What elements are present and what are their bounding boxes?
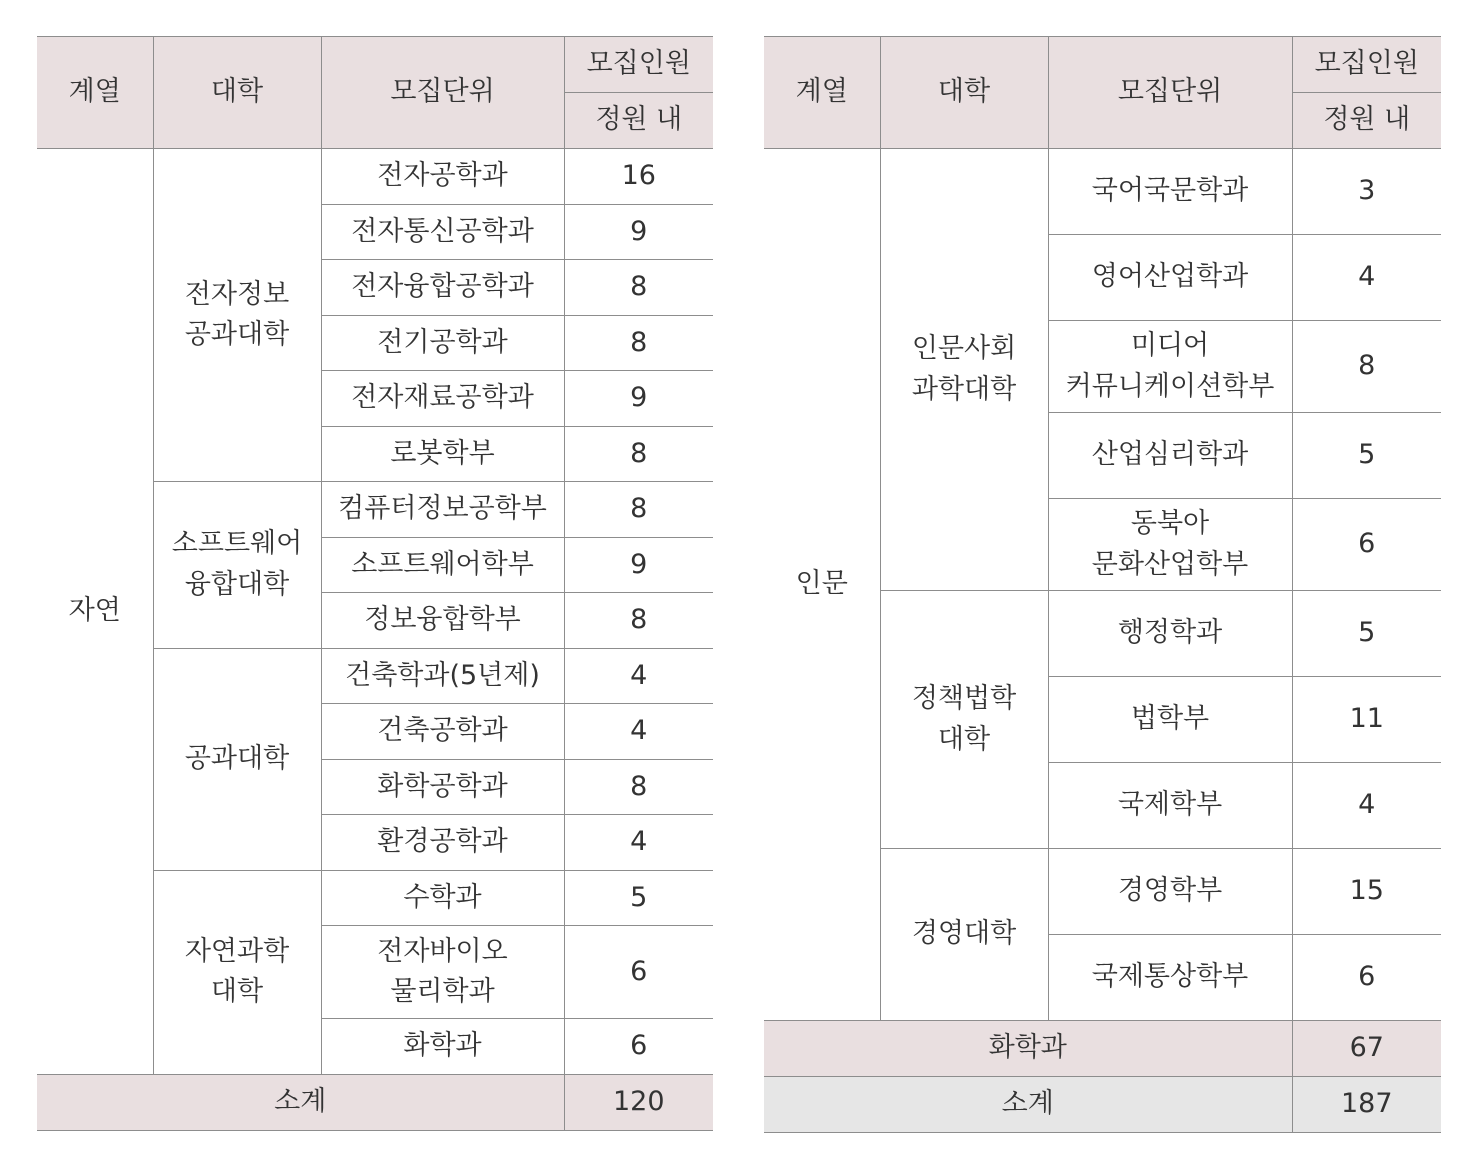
- subtotal-value: 187: [1292, 1077, 1441, 1133]
- unit-cell: 로봇학부: [321, 426, 564, 482]
- subtotal-label: 소계: [764, 1077, 1292, 1133]
- unit-cell: 전자공학과: [321, 149, 564, 205]
- unit-cell: 동북아 문화산업학부: [1048, 499, 1292, 591]
- unit-cell: 전자바이오 물리학과: [321, 926, 564, 1019]
- unit-cell: 국제통상학부: [1048, 935, 1292, 1021]
- count-cell: 6: [1292, 499, 1441, 591]
- count-cell: 6: [1292, 935, 1441, 1021]
- count-cell: 5: [1292, 413, 1441, 499]
- category-cell: 인문: [764, 149, 880, 1021]
- count-cell: 4: [564, 704, 713, 760]
- unit-cell: 화학공학과: [321, 759, 564, 815]
- count-cell: 4: [564, 815, 713, 871]
- college-cell: 자연과학 대학: [153, 870, 321, 1074]
- right-admissions-table: [764, 36, 1441, 1133]
- header-quota-within: 정원 내: [564, 93, 713, 149]
- unit-cell: 전기공학과: [321, 315, 564, 371]
- college-cell: 정책법학 대학: [880, 591, 1048, 849]
- unit-cell: 산업심리학과: [1048, 413, 1292, 499]
- unit-cell: 건축학과(5년제): [321, 648, 564, 704]
- count-cell: 8: [1292, 321, 1441, 413]
- count-cell: 3: [1292, 149, 1441, 235]
- header-category: 계열: [37, 37, 153, 149]
- count-cell: 4: [564, 648, 713, 704]
- row-total-label: 화학과: [764, 1021, 1292, 1077]
- college-cell: 전자정보 공과대학: [153, 149, 321, 482]
- unit-cell: 건축공학과: [321, 704, 564, 760]
- count-cell: 16: [564, 149, 713, 205]
- subtotal-label: 소계: [37, 1074, 564, 1130]
- count-cell: 9: [564, 371, 713, 427]
- unit-cell: 컴퓨터정보공학부: [321, 482, 564, 538]
- unit-cell: 전자융합공학과: [321, 260, 564, 316]
- unit-cell: 전자통신공학과: [321, 204, 564, 260]
- row-total-value: 67: [1292, 1021, 1441, 1077]
- subtotal-value: 120: [564, 1074, 713, 1130]
- count-cell: 8: [564, 315, 713, 371]
- college-cell: 공과대학: [153, 648, 321, 870]
- count-cell: 8: [564, 759, 713, 815]
- unit-cell: 행정학과: [1048, 591, 1292, 677]
- count-cell: 6: [564, 1019, 713, 1075]
- category-cell: 자연: [37, 149, 153, 1075]
- count-cell: 5: [1292, 591, 1441, 677]
- header-unit: 모집단위: [1048, 37, 1292, 149]
- unit-cell: 소프트웨어학부: [321, 537, 564, 593]
- unit-cell: 수학과: [321, 870, 564, 926]
- count-cell: 9: [564, 537, 713, 593]
- count-cell: 8: [564, 482, 713, 538]
- unit-cell: 국제학부: [1048, 763, 1292, 849]
- count-cell: 8: [564, 426, 713, 482]
- header-category: 계열: [764, 37, 880, 149]
- count-cell: 15: [1292, 849, 1441, 935]
- count-cell: 4: [1292, 763, 1441, 849]
- header-quota: 모집인원: [564, 37, 713, 93]
- count-cell: 8: [564, 260, 713, 316]
- header-college: 대학: [153, 37, 321, 149]
- count-cell: 6: [564, 926, 713, 1019]
- unit-cell: 전자재료공학과: [321, 371, 564, 427]
- college-cell: 경영대학: [880, 849, 1048, 1021]
- unit-cell: 화학과: [321, 1019, 564, 1075]
- unit-cell: 환경공학과: [321, 815, 564, 871]
- unit-cell: 정보융합학부: [321, 593, 564, 649]
- unit-cell: 미디어 커뮤니케이션학부: [1048, 321, 1292, 413]
- unit-cell: 영어산업학과: [1048, 235, 1292, 321]
- unit-cell: 경영학부: [1048, 849, 1292, 935]
- college-cell: 소프트웨어 융합대학: [153, 482, 321, 649]
- count-cell: 5: [564, 870, 713, 926]
- count-cell: 8: [564, 593, 713, 649]
- count-cell: 4: [1292, 235, 1441, 321]
- count-cell: 9: [564, 204, 713, 260]
- header-quota-within: 정원 내: [1292, 93, 1441, 149]
- header-unit: 모집단위: [321, 37, 564, 149]
- college-cell: 인문사회 과학대학: [880, 149, 1048, 591]
- left-admissions-table: [37, 36, 713, 1131]
- count-cell: 11: [1292, 677, 1441, 763]
- header-quota: 모집인원: [1292, 37, 1441, 93]
- unit-cell: 국어국문학과: [1048, 149, 1292, 235]
- unit-cell: 법학부: [1048, 677, 1292, 763]
- header-college: 대학: [880, 37, 1048, 149]
